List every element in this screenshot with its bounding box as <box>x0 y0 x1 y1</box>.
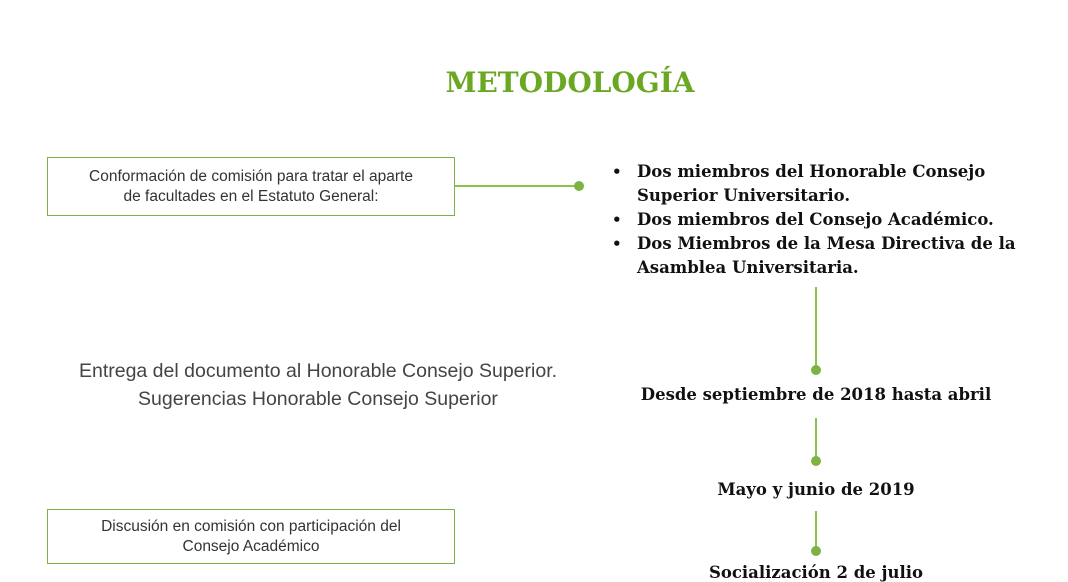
connector-node-1 <box>811 365 821 375</box>
discussion-text-line-1: Discusión en comisión con participación del <box>101 517 401 535</box>
list-item <box>612 160 1052 208</box>
bullet-text: Dos miembros del Honorable Consejo Superior Universitario. <box>637 162 986 205</box>
commission-text-line-1: Conformación de comisión para tratar el aparte <box>89 167 413 185</box>
step-date-range: Desde septiembre de 2018 hasta abril <box>640 385 992 404</box>
connector-line-2 <box>815 418 817 460</box>
step-may-june: Mayo y junio de 2019 <box>717 480 915 499</box>
bullet-text: Dos miembros del Consejo Académico. <box>637 210 994 229</box>
connector-node-2 <box>811 456 821 466</box>
bullet-text: Dos Miembros de la Mesa Directiva de la Asamblea Universitaria. <box>637 234 1016 277</box>
discussion-box <box>47 509 455 564</box>
discussion-text-line-2: Consejo Académico <box>182 537 320 555</box>
bullet-icon: • <box>612 235 622 253</box>
commission-text-line-2: de facultades en el Estatuto General: <box>123 187 379 205</box>
commission-members-list <box>612 160 1052 280</box>
delivery-text-line-1: Entrega del documento al Honorable Consejo Superior. <box>78 360 558 382</box>
bullet-icon: • <box>612 211 622 229</box>
commission-box <box>47 157 455 216</box>
page-title: METODOLOGÍA <box>445 66 695 99</box>
bullet-icon: • <box>612 163 622 181</box>
list-item <box>612 208 1052 232</box>
connector-line-1 <box>815 287 817 367</box>
connector-line-box1 <box>455 185 578 187</box>
connector-node-3 <box>811 546 821 556</box>
connector-node-box1 <box>574 181 584 191</box>
list-item <box>612 232 1052 280</box>
connector-line-3 <box>815 511 817 549</box>
step-socialization: Socialización 2 de julio <box>708 563 924 582</box>
delivery-text-line-2: Sugerencias Honorable Consejo Superior <box>138 388 498 410</box>
delivery-text <box>30 357 606 413</box>
